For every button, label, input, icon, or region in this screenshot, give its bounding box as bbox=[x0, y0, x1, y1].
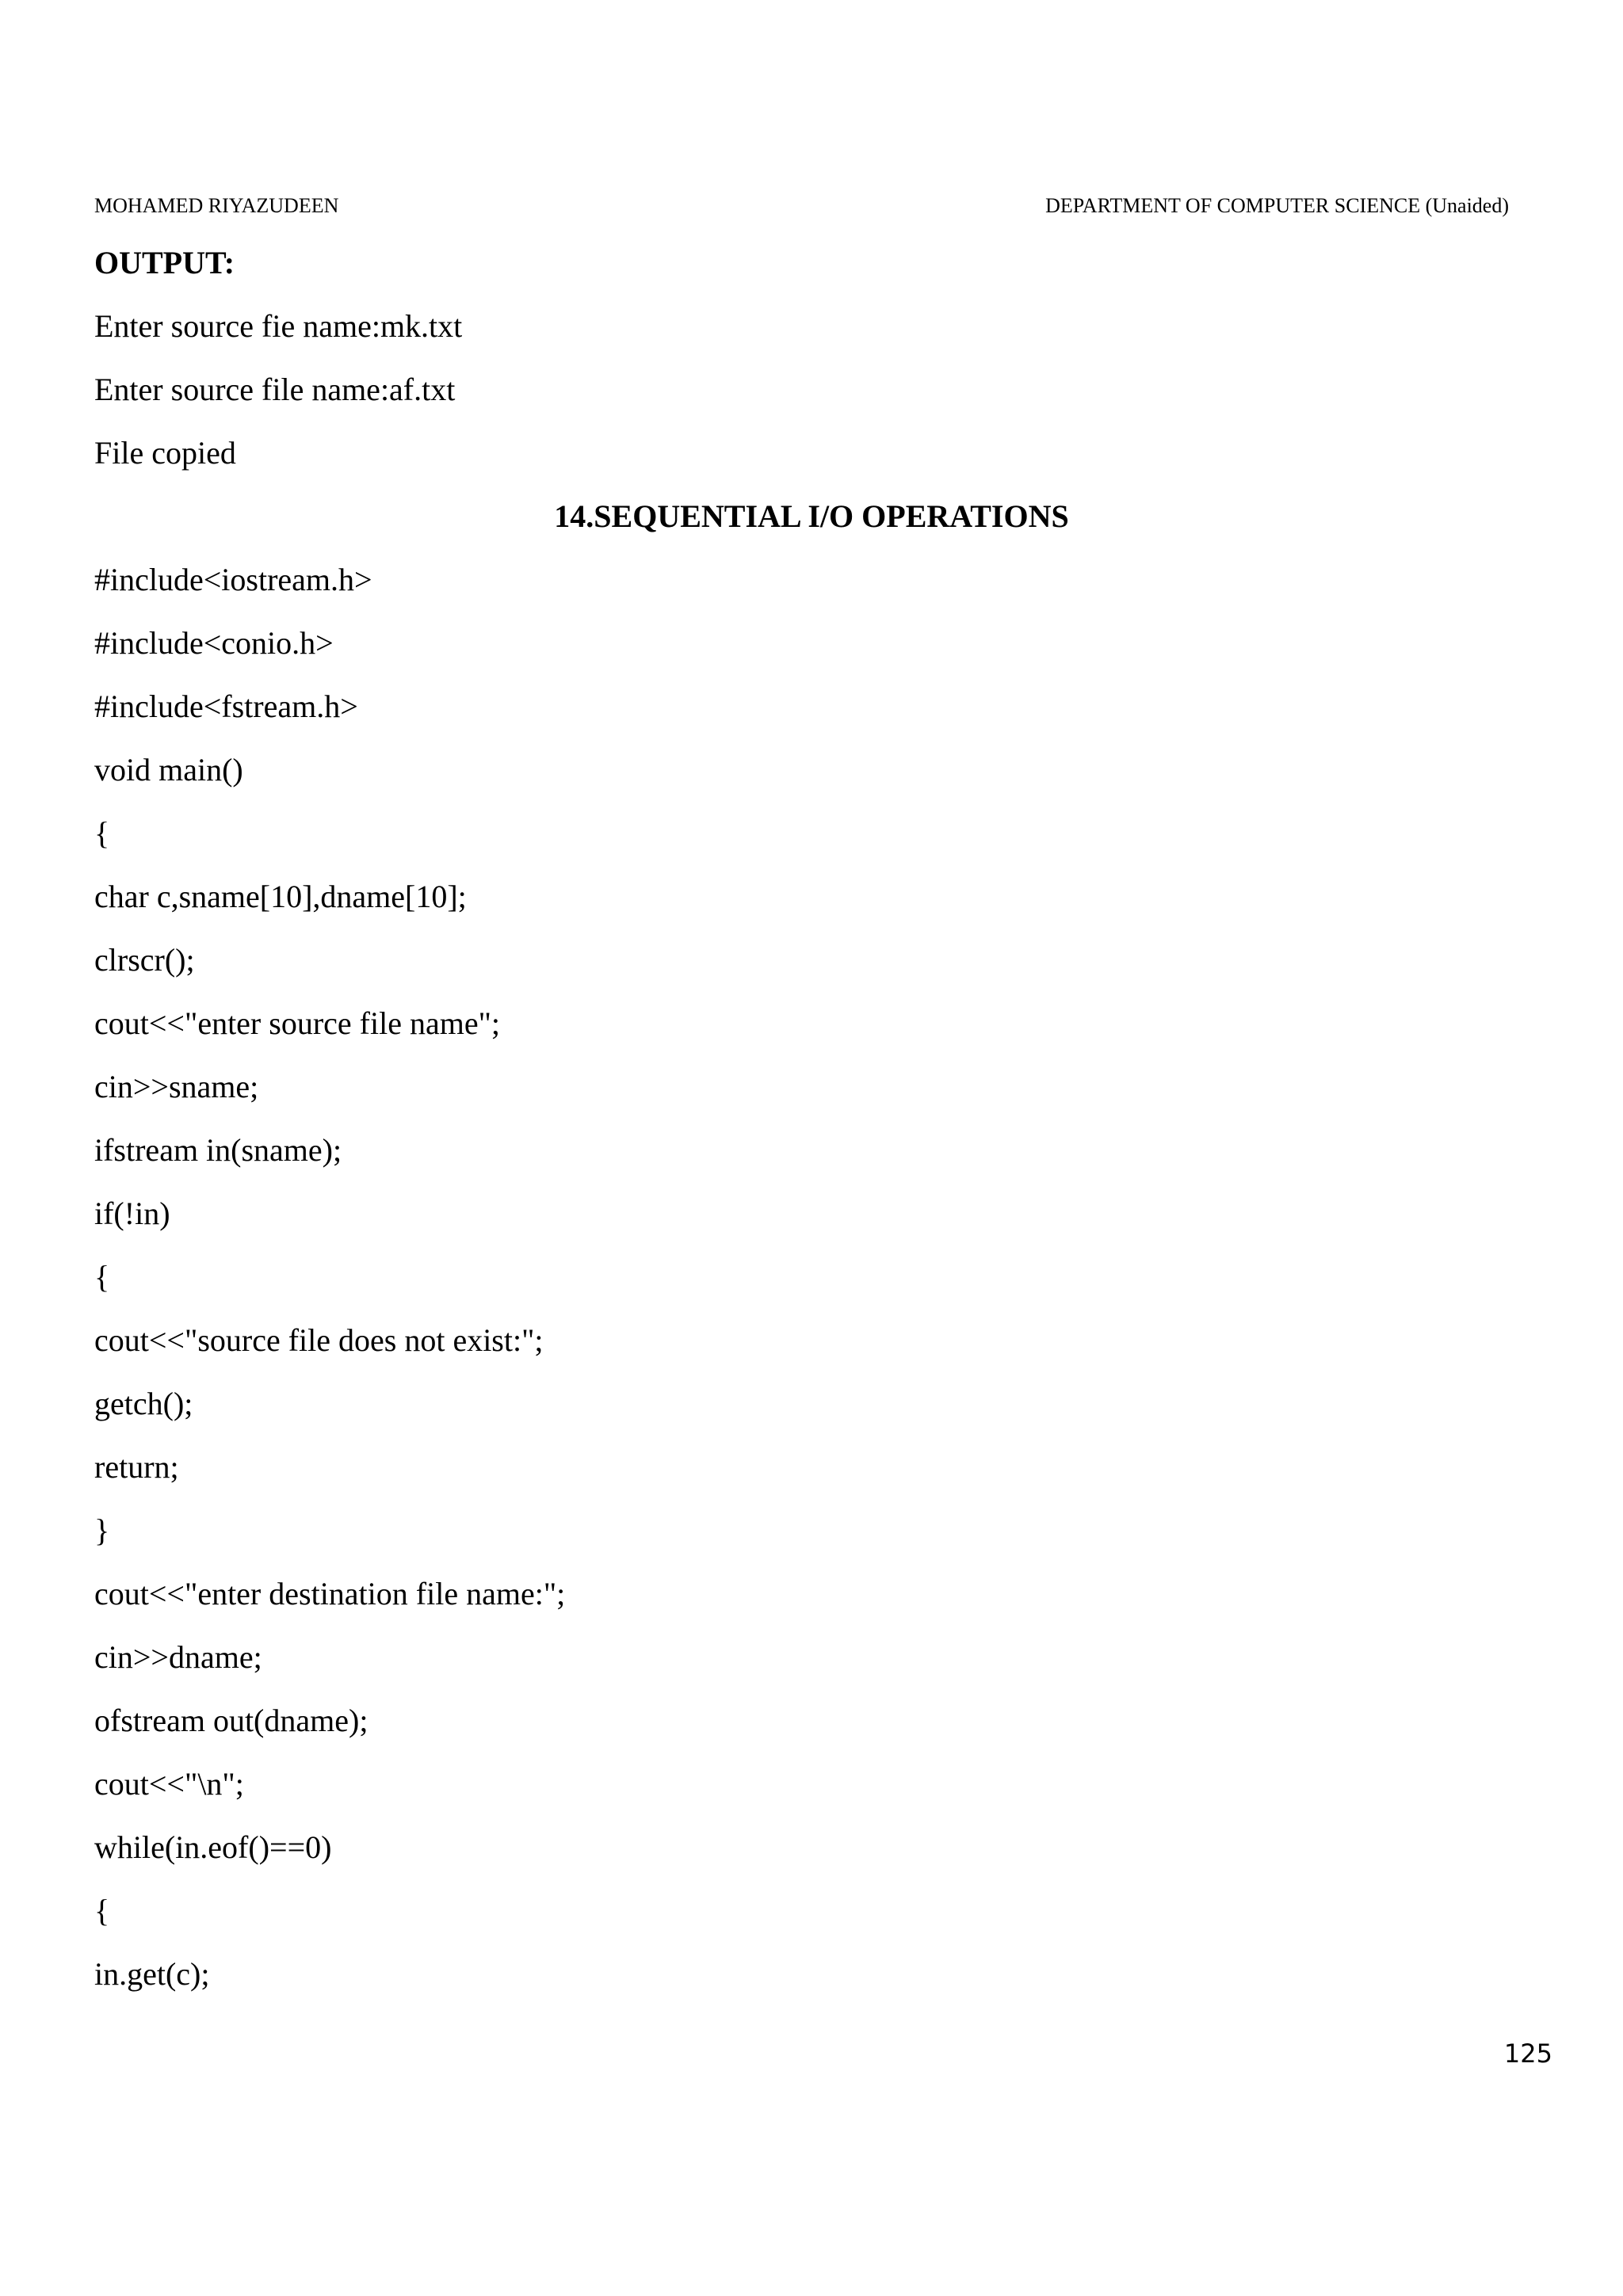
code-line: #include<conio.h> bbox=[94, 625, 334, 661]
code-line: { bbox=[94, 1893, 110, 1928]
code-line: cin>>sname; bbox=[94, 1069, 259, 1104]
code-line: cin>>dname; bbox=[94, 1639, 262, 1675]
code-line: if(!in) bbox=[94, 1196, 170, 1231]
code-line: { bbox=[94, 815, 110, 851]
code-line: void main() bbox=[94, 752, 243, 788]
output-line: File copied bbox=[94, 435, 236, 471]
code-line: cout<<"enter destination file name:"; bbox=[94, 1576, 566, 1611]
section-title: 14.SEQUENTIAL I/O OPERATIONS bbox=[554, 498, 1069, 534]
header-author: MOHAMED RIYAZUDEEN bbox=[94, 194, 339, 217]
code-line: ifstream in(sname); bbox=[94, 1132, 342, 1168]
code-line: #include<fstream.h> bbox=[94, 688, 358, 724]
code-line: } bbox=[94, 1512, 110, 1548]
page-content bbox=[94, 244, 1529, 2019]
code-line: in.get(c); bbox=[94, 1956, 210, 1992]
code-line: cout<<"source file does not exist:"; bbox=[94, 1322, 544, 1358]
code-line: clrscr(); bbox=[94, 942, 195, 978]
code-line: while(in.eof()==0) bbox=[94, 1829, 332, 1865]
code-line: cout<<"enter source file name"; bbox=[94, 1005, 501, 1041]
code-line: return; bbox=[94, 1449, 179, 1485]
code-line: cout<<"\n"; bbox=[94, 1766, 244, 1802]
header-department: DEPARTMENT OF COMPUTER SCIENCE (Unaided) bbox=[1045, 194, 1509, 217]
code-line: #include<iostream.h> bbox=[94, 562, 372, 597]
page-number: 125 bbox=[1503, 2039, 1552, 2069]
output-line: Enter source file name:af.txt bbox=[94, 372, 456, 407]
code-line: getch(); bbox=[94, 1386, 193, 1421]
code-line: ofstream out(dname); bbox=[94, 1703, 369, 1738]
output-heading: OUTPUT: bbox=[94, 245, 235, 280]
code-line: { bbox=[94, 1259, 110, 1295]
output-line: Enter source fie name:mk.txt bbox=[94, 308, 463, 344]
code-line: char c,sname[10],dname[10]; bbox=[94, 879, 467, 914]
